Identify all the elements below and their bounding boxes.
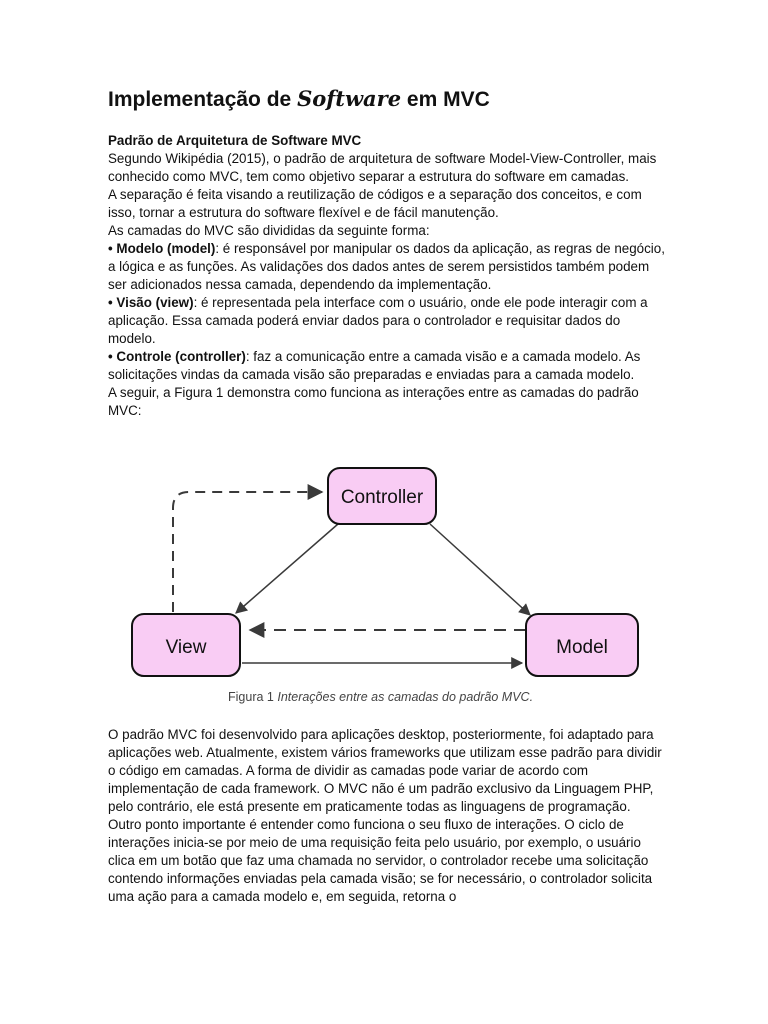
- paragraph-2: A separação é feita visando a reutilização de códigos e a separação dos conceitos, e com isso, tornar a estrutura do software flexível e de fácil manutenção.: [108, 187, 642, 220]
- arrow-controller-to-model: [430, 524, 530, 615]
- paragraph-5: O padrão MVC foi desenvolvido para aplicações desktop, posteriormente, foi adaptado para aplicações web. Atualmente, existem vários frameworks que utilizam esse padrão para dividir o código em camadas. A forma de dividir as camadas pode variar de acordo com implementação de cada framework. O MVC não é um padrão exclusivo da Linguagem PHP, pelo contrário, ele está presente em praticamente todas as linguagens de programação.: [108, 727, 662, 814]
- paragraph-3: As camadas do MVC são divididas da seguinte forma:: [108, 223, 430, 238]
- bullet-controller-label: • Controle (controller): [108, 349, 246, 364]
- title-prefix: Implementação de: [108, 88, 298, 111]
- bullet-model-text: : é responsável por manipular os dados da aplicação, as regras de negócio, a lógica e as funções. As validações dos dados antes de serem persistidos também podem ser adicionados nessa camada, dependendo da implementação.: [108, 241, 665, 292]
- bullet-controller-text: : faz a comunicação entre a camada visão e a camada modelo. As solicitações vindas da camada visão são preparadas e enviadas para a camada modelo.: [108, 349, 641, 382]
- bullet-model-label: • Modelo (model): [108, 241, 216, 256]
- view-node-label: View: [165, 637, 207, 658]
- continued-text: [108, 726, 668, 906]
- bullet-view-label: • Visão (view): [108, 295, 194, 310]
- figure-caption-text: Interações entre as camadas do padrão MVC.: [277, 690, 534, 704]
- paragraph-4: A seguir, a Figura 1 demonstra como funciona as interações entre as camadas do padrão MVC:: [108, 385, 639, 418]
- paragraph-6: Outro ponto importante é entender como funciona o seu fluxo de interações. O ciclo de interações inicia-se por meio de uma requisição feita pelo usuário, por exemplo, o usuário clica em um botão que faz uma chamada no servidor, o controlador recebe uma solicitação contendo informações enviadas pela camada visão; se for necessário, o controlador solicita uma ação para a camada modelo e, em seguida, retorna o: [108, 817, 653, 904]
- section-heading: Padrão de Arquitetura de Software MVC: [108, 133, 362, 148]
- figure-caption-label: Figura 1: [228, 690, 274, 704]
- paragraph-1: Segundo Wikipédia (2015), o padrão de arquitetura de software Model-View-Controller, mais conhecido como MVC, tem como objetivo separar a estrutura do software em camadas.: [108, 151, 657, 184]
- mvc-figure: [120, 458, 660, 708]
- controller-node-label: Controller: [340, 487, 424, 508]
- page-title: [108, 86, 490, 112]
- arrow-view-to-controller: [173, 492, 322, 612]
- bullet-view: [108, 294, 668, 348]
- title-emphasis: Software: [297, 86, 402, 111]
- arrow-controller-to-view: [236, 524, 338, 613]
- model-node-label: Model: [556, 637, 608, 658]
- figure-caption: [228, 690, 533, 704]
- bullet-view-text: : é representada pela interface com o usuário, onde ele pode interagir com a aplicação. Essa camada poderá enviar dados para o controlador e requisitar dados do modelo.: [108, 295, 648, 346]
- title-suffix: em MVC: [401, 88, 490, 111]
- bullet-controller: [108, 348, 668, 384]
- bullet-model: [108, 240, 668, 294]
- mvc-diagram: [120, 458, 660, 708]
- intro-text: [108, 132, 668, 420]
